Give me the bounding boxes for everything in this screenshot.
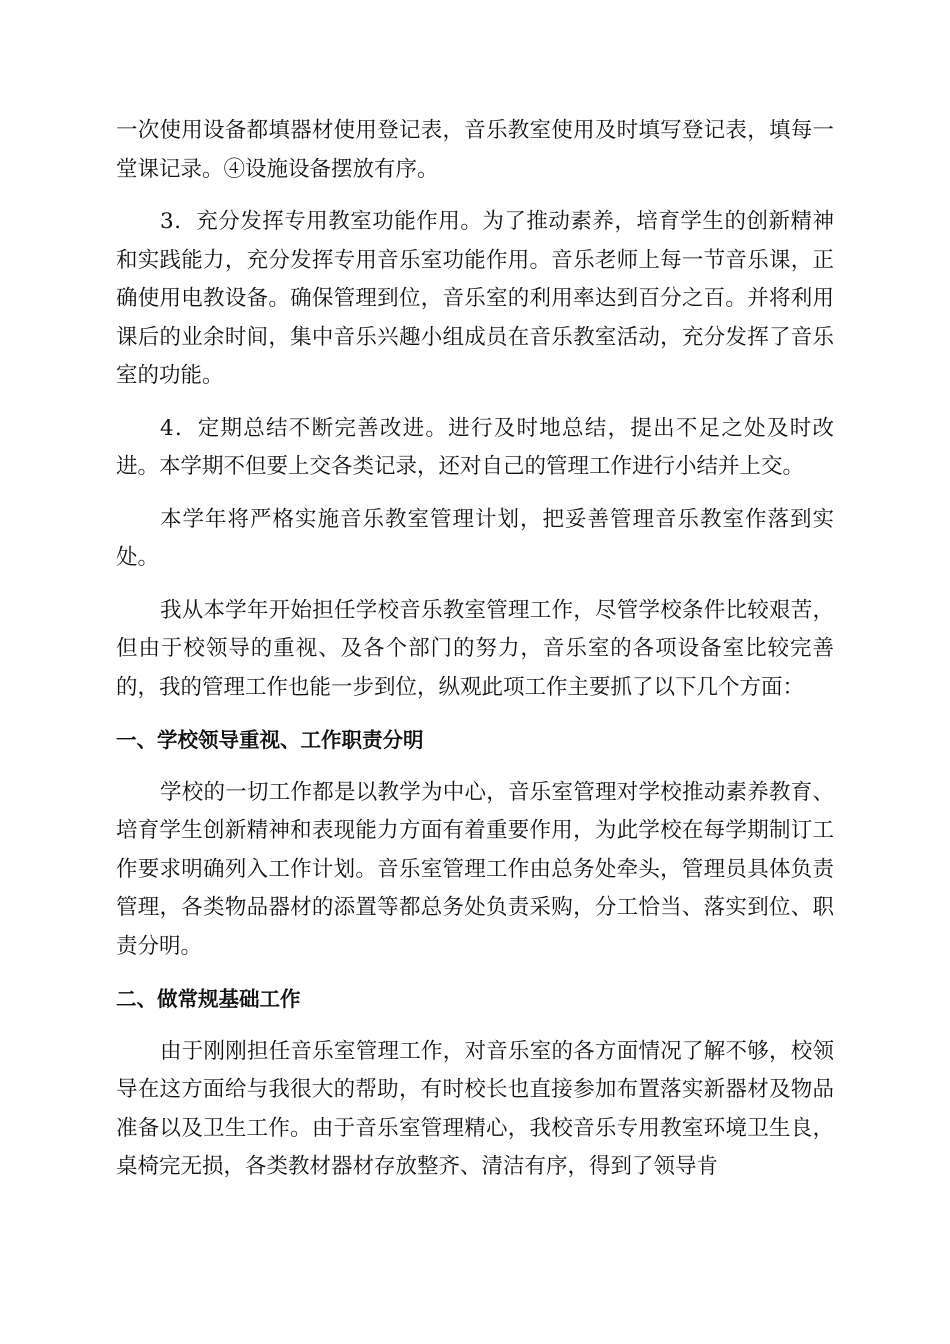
paragraph-item-4: 4．定期总结不断完善改进。进行及时地总结，提出不足之处及时改进。本学期不但要上交各类记录，还对自己的管理工作进行小结并上交。 [116,415,834,479]
paragraph-leadership: 学校的一切工作都是以教学为中心，音乐室管理对学校推动素养教育、培育学生创新精神和表现能力方面有着重要作用，为此学校在每学期制订工作要求明确列入工作计划。音乐室管理工作由总务处牵头，管理员具体负责管理，各类物品器材的添置等都总务处负责采购，分工恰当、落实到位、职责分明。 [116,779,834,959]
paragraph-item-3: 3．充分发挥专用教室功能作用。为了推动素养，培育学生的创新精神和实践能力，充分发挥专用音乐室功能作用。音乐老师上每一节音乐课，正确使用电教设备。确保管理到位，音乐室的利用率达到百分之百。并将利用课后的业余时间，集中音乐兴趣小组成员在音乐教室活动，充分发挥了音乐室的功能。 [116,209,834,388]
paragraph-plan-summary: 本学年将严格实施音乐教室管理计划，把妥善管理音乐教室作落到实处。 [116,506,834,570]
paragraph-equipment-registration: 一次使用设备都填器材使用登记表，音乐教室使用及时填写登记表，填每一堂课记录。④设施设备摆放有序。 [116,118,834,182]
section-heading-leadership: 一、学校领导重视、工作职责分明 [116,728,424,752]
document-page [116,112,834,1187]
section-heading-routine-work: 二、做常规基础工作 [116,987,301,1011]
paragraph-introduction: 我从本学年开始担任学校音乐教室管理工作，尽管学校条件比较艰苦，但由于校领导的重视、及各个部门的努力，音乐室的各项设备室比较完善的，我的管理工作也能一步到位，纵观此项工作主要抓了以下几个方面： [116,597,834,700]
paragraph-routine-work: 由于刚刚担任音乐室管理工作，对音乐室的各方面情况了解不够，校领导在这方面给与我很大的帮助，有时校长也直接参加布置落实新器材及物品准备以及卫生工作。由于音乐室管理精心，我校音乐专用教室环境卫生良，桌椅完无损，各类教材器材存放整齐、清洁有序，得到了领导肯 [116,1038,834,1179]
